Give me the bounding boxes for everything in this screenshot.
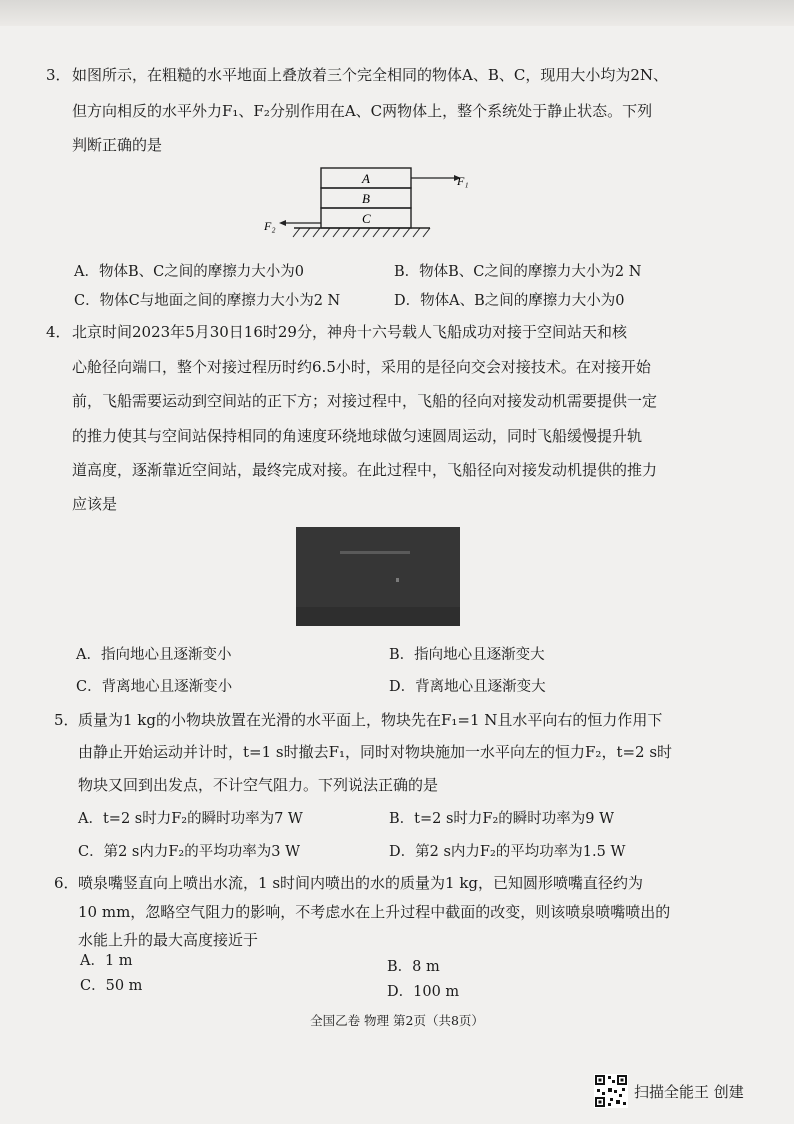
option-b: B．8 m xyxy=(387,959,440,975)
option-d: D．100 m xyxy=(387,984,460,1000)
question-number: 5． xyxy=(54,711,79,729)
question-text-line: 质量为1 kg的小物块放置在光滑的水平面上，物块先在F₁=1 N且水平向右的恒力作用下 xyxy=(78,711,663,729)
option-a: A．物体B、C之间的摩擦力大小为0 xyxy=(74,264,304,280)
question-number: 4． xyxy=(46,323,71,341)
option-d: D．第2 s内力F₂的平均功率为1.5 W xyxy=(389,844,626,860)
page-footer: 全国乙卷 物理 第2页（共8页） xyxy=(310,1013,484,1028)
force-2-arrowhead xyxy=(279,220,286,226)
force-2-label: F₂ xyxy=(264,219,276,233)
question-text-line: 道高度，逐渐靠近空间站，最终完成对接。在此过程中，飞船径向对接发动机提供的推力 xyxy=(72,461,658,479)
option-a: A．1 m xyxy=(80,953,133,969)
force-1-label: F₁ xyxy=(457,174,469,188)
question-number: 3． xyxy=(46,66,71,84)
question-text-line: 前，飞船需要运动到空间站的正下方；对接过程中，飞船的径向对接发动机需要提供一定 xyxy=(72,392,658,410)
qr-code-icon xyxy=(594,1074,628,1108)
docking-photo-image xyxy=(296,527,460,626)
question-text-line: 10 mm，忽略空气阻力的影响，不考虑水在上升过程中截面的改变，则该喷泉喷嘴喷出的 xyxy=(78,903,671,921)
stacked-blocks-diagram xyxy=(258,160,498,240)
question-text-line: 的推力使其与空间站保持相同的角速度环绕地球做匀速圆周运动，同时飞船缓慢提升轨 xyxy=(72,427,643,445)
question-text-line: 水能上升的最大高度接近于 xyxy=(78,931,259,949)
option-d: D．物体A、B之间的摩擦力大小为0 xyxy=(394,293,625,309)
option-d: D．背离地心且逐渐变大 xyxy=(389,679,546,695)
option-c: C．第2 s内力F₂的平均功率为3 W xyxy=(78,844,300,860)
block-c-label: C xyxy=(362,211,371,226)
option-c: C．背离地心且逐渐变小 xyxy=(76,679,233,695)
option-b: B．t=2 s时力F₂的瞬时功率为9 W xyxy=(389,811,615,827)
block-b-label: B xyxy=(362,191,370,206)
question-text-line: 应该是 xyxy=(72,495,118,513)
option-a: A．t=2 s时力F₂的瞬时功率为7 W xyxy=(78,811,303,827)
option-b: B．指向地心且逐渐变大 xyxy=(389,647,545,663)
cropped-previous-text xyxy=(0,0,794,26)
question-text-line: 心舱径向端口，整个对接过程历时约6.5小时，采用的是径向交会对接技术。在对接开始 xyxy=(72,358,651,376)
option-a: A．指向地心且逐渐变小 xyxy=(76,647,232,663)
question-text-line: 由静止开始运动并计时，t=1 s时撤去F₁，同时对物块施加一水平向左的恒力F₂，t=2 s时 xyxy=(78,743,673,761)
question-number: 6． xyxy=(54,874,79,892)
option-b: B．物体B、C之间的摩擦力大小为2 N xyxy=(394,264,642,280)
ground-hatching xyxy=(293,228,430,237)
scanner-brand-label: 扫描全能王 创建 xyxy=(634,1083,744,1101)
option-c: C．物体C与地面之间的摩擦力大小为2 N xyxy=(74,293,341,309)
block-a-label: A xyxy=(362,171,370,186)
question-text-line: 如图所示，在粗糙的水平地面上叠放着三个完全相同的物体A、B、C，现用大小均为2N、 xyxy=(72,66,669,84)
question-text-line: 北京时间2023年5月30日16时29分，神舟十六号载人飞船成功对接于空间站天和核 xyxy=(72,323,627,341)
option-c: C．50 m xyxy=(80,978,143,994)
docking-photo xyxy=(296,527,460,626)
question-text-line: 物块又回到出发点，不计空气阻力。下列说法正确的是 xyxy=(78,776,439,794)
question-text-line: 喷泉嘴竖直向上喷出水流，1 s时间内喷出的水的质量为1 kg，已知圆形喷嘴直径约为 xyxy=(78,874,644,892)
question-text-line: 判断正确的是 xyxy=(72,136,163,154)
question-text-line: 但方向相反的水平外力F₁、F₂分别作用在A、C两物体上，整个系统处于静止状态。下列 xyxy=(72,102,653,120)
